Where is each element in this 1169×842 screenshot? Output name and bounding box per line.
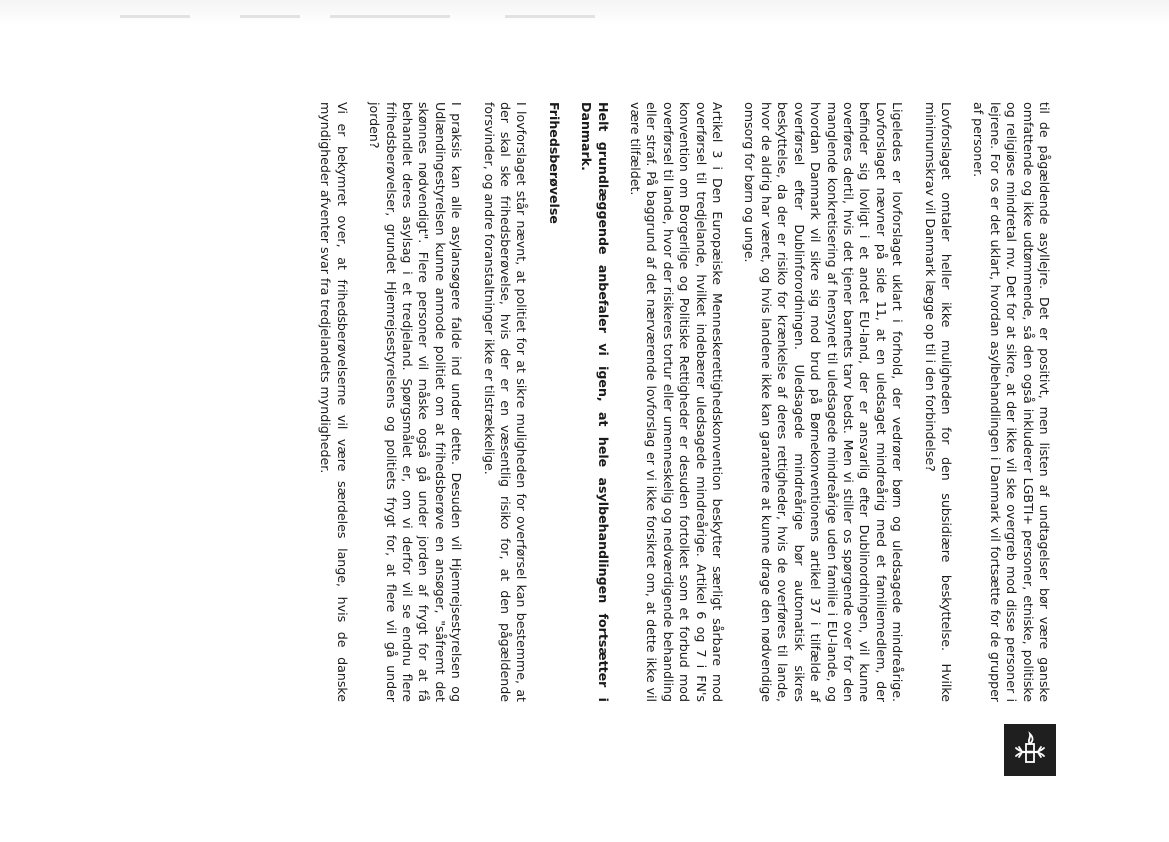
paragraph: til de pågældende asyllejre. Det er positivt, men listen af undtagelser bør være ganske omfattende og ikke udtømmende, så den også inkluderer LGBTI+ personer, etniske, politiske og religiøse mindretal mv. Det for at sikre, at der ikke vil ske overgreb mod disse personer i lejrene. For os er det uklart, hvordan asylbehandlingen i Danmark vil fortsætte for de grupper af personer.: [971, 102, 1052, 702]
recommendation: Helt grundlæggende anbefaler vi igen, at hele asylbehandlingen fortsætter i Danmark.: [579, 102, 611, 702]
scan-artifact: [120, 15, 190, 18]
scan-edge: [0, 0, 1169, 24]
scan-artifact: [505, 15, 595, 18]
amnesty-logo: [1004, 724, 1056, 776]
paragraph: I lovforslaget står nævnt, at politiet for at sikre muligheden for overførsel kan bestemme, at der skal ske frihedsberøvelse, hvis der er en væsentlig risiko for, at den pågældende forsvinder, og andre foranstaltninger ikke er tilstrækkelige.: [481, 102, 530, 702]
scan-artifact: [330, 15, 450, 18]
section-heading: Frihedsberøvelse: [546, 102, 562, 224]
paragraph: Vi er bekymret over, at frihedsberøvelserne vil være særdeles lange, hvis de danske myndigheder afventer svar fra tredjelandets myndigheder.: [318, 102, 350, 702]
paragraph: Ligeledes er lovforslaget uklart i forhold, der vedrører børn og uledsagede mindreårige. Lovforslaget nævner på side 11, at en uledsaget mindreårig med et familiemedlem, der befinder sig lovligt i et andet EU-land, der er ansvarlig efter Dublinordningen, vil kunne overføres dertil, hvis det tjener barnets tarv bedst. Men vi stiller os spørgende over for den manglende konkretisering af hensynet til uledsagede mindreårige uden familie i EU-lande, og hvordan Danmark vil sikre sig mod brud på Børnekonventionens artikel 37 i tilfælde af overførsel efter Dublinforordningen. Uledsagede mindreårige bør automatisk sikres beskyttelse, da der er risiko for krænkelse af deres rettigheder, hvis de overføres til lande, hvor de aldrig har været, og hvis landene ikke kan garantere at kunne drage den nødvendige omsorg for børn og unge.: [742, 102, 906, 702]
document-page: [0, 22, 1052, 842]
candle-in-barbed-wire-icon: [1010, 730, 1050, 770]
scan-artifact: [240, 15, 300, 18]
document-body: [301, 102, 1052, 702]
paragraph: Lovforslaget omtaler heller ikke muligheden for den subsidiære beskyttelse. Hvilke minimumskrav vil Danmark lægge op til i den forbindelse?: [922, 102, 954, 702]
paragraph: I praksis kan alle asylansøgere falde ind under dette. Desuden vil Hjemrejsestyrelsen og Udlændingestyrelsen kunne anmode politiet om at frihedsberøve en ansøger, "såfremt det skønnes nødvendigt". Flere personer vil måske også gå under jorden af frygt for at få behandlet deres asylsag i et tredjeland. Spørgsmålet er, om vi derfor vil se endnu flere frihedsberøvelser, grundet Hjemrejsestyrelsens og politiets frygt for, at flere vil gå under jorden?: [367, 102, 465, 702]
paragraph: Artikel 3 i Den Europæiske Menneskerettighedskonvention beskytter særligt sårbare mod overførsel til tredjelande, hvilket indebærer uledsagede mindreårige. Artikel 6 og 7 i FN's konvention om Borgerlige og Politiske Rettigheder er desuden fortolket som et forbud mod overførsel til lande, hvor der risikeres tortur eller umenneskelig og nedværdigende behandling eller straf. På baggrund af det nærværende lovforslag er vi ikke forsikret om, at dette ikke vil være tilfældet.: [628, 102, 726, 702]
